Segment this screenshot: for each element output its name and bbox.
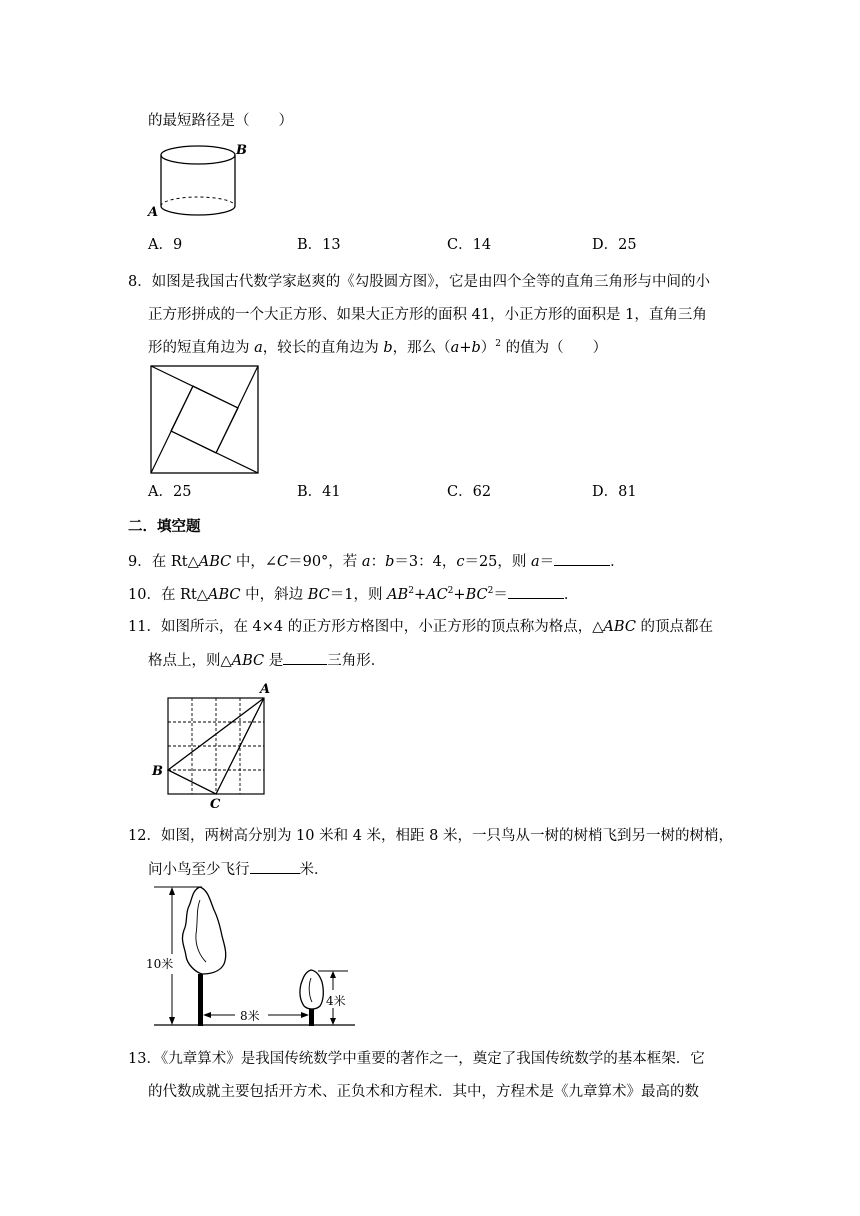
q12-answer-blank — [250, 859, 300, 874]
q10-answer-blank — [508, 584, 564, 599]
label-b: B — [236, 143, 247, 158]
q7-option-a: A．9 — [148, 237, 183, 253]
q12-line-1: 12．如图，两树高分别为 10 米和 4 米，相距 8 米，一只鸟从一树的树梢飞到另一树的树梢， — [128, 828, 734, 844]
q11-line-1: 11．如图所示，在 4×4 的正方形方格图中，小正方形的顶点称为格点，△ABC 的顶点都在 — [128, 619, 714, 635]
q13-line-2: 的代数成就主要包括开方术、正负术和方程术．其中，方程术是《九章算术》最高的数 — [148, 1084, 699, 1100]
q11-line-2: 格点上，则△ABC 是 三角形． — [148, 650, 385, 671]
two-trees-figure — [140, 882, 360, 1032]
q7-text: 的最短路径是（ ） — [148, 113, 293, 129]
q8-line-3: 形的短直角边为 a，较长的直角边为 b，那么$(a+b)^2$ 的值为（ ） — [148, 339, 608, 356]
label-8m: 8米 — [240, 1009, 260, 1023]
q8-option-b: B．41 — [297, 484, 341, 500]
q7-option-c: C．14 — [447, 237, 492, 253]
label-a: A — [148, 205, 159, 220]
q9-text: 9．在 Rt△ABC 中，∠C＝90°，若 a：b＝3：4，c＝25，则 a＝ ． — [128, 551, 625, 572]
zhao-shuang-figure — [150, 365, 260, 475]
label-c: C — [210, 797, 221, 812]
q12-line-2: 问小鸟至少飞行 米． — [148, 859, 329, 880]
q7-option-d: D．25 — [592, 237, 637, 253]
q8-line-1: 8．如图是我国古代数学家赵爽的《勾股圆方图》，它是由四个全等的直角三角形与中间的小 — [128, 274, 710, 290]
q8-option-c: C．62 — [447, 484, 492, 500]
label-a: A — [260, 682, 271, 697]
section-title: 二．填空题 — [128, 518, 201, 535]
q8-option-a: A．25 — [148, 484, 192, 500]
q8-line-2: 正方形拼成的一个大正方形、如果大正方形的面积 41，小正方形的面积是 1，直角三角 — [148, 307, 707, 323]
label-4m: 4米 — [326, 994, 346, 1008]
q9-answer-blank — [554, 551, 610, 566]
q8-option-d: D．81 — [592, 484, 637, 500]
q11-answer-blank — [283, 650, 327, 665]
label-10m: 10米 — [146, 957, 174, 971]
grid-triangle-figure — [148, 680, 278, 810]
q7-option-b: B．13 — [297, 237, 341, 253]
q10-text: 10．在 Rt△ABC 中，斜边 BC＝1，则 $AB^2+AC^2+BC^2=$ ． — [128, 584, 578, 605]
label-b: B — [152, 764, 163, 779]
cylinder-figure — [140, 138, 260, 223]
q13-line-1: 13．《九章算术》是我国传统数学中重要的著作之一，奠定了我国传统数学的基本框架．它 — [128, 1051, 705, 1067]
